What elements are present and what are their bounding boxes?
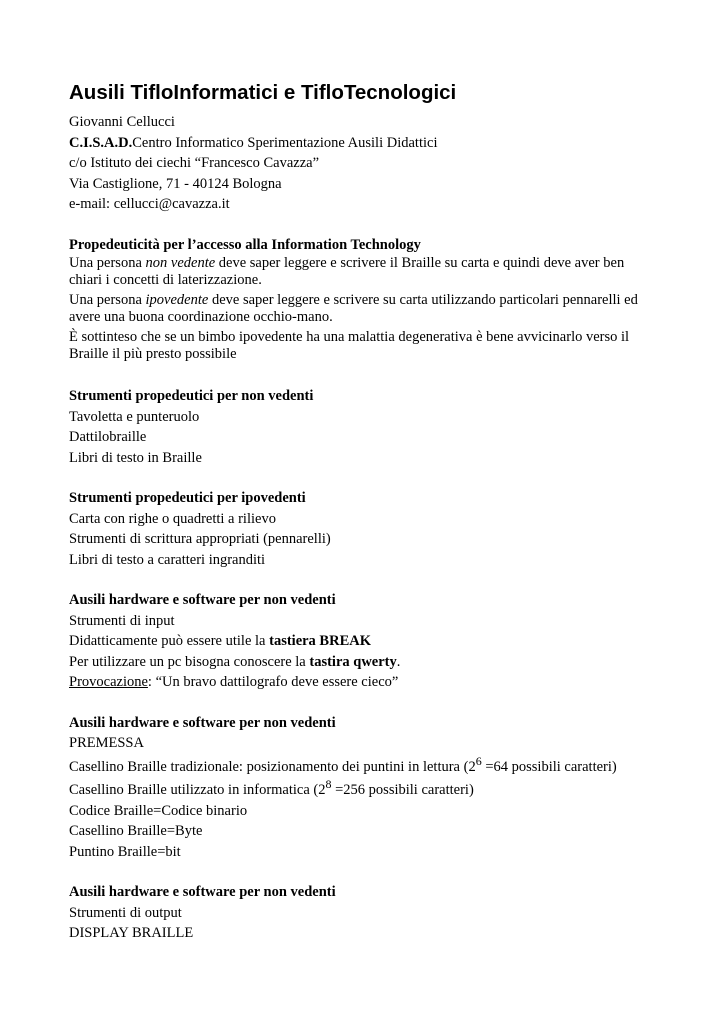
list-item: Libri di testo in Braille <box>69 449 202 466</box>
author-address: Via Castiglione, 71 - 40124 Bologna <box>69 175 282 192</box>
section-propedeuticita <box>69 235 659 364</box>
document-title: Ausili TifloInformatici e TifloTecnologici <box>69 81 457 104</box>
list-item: Carta con righe o quadretti a rilievo <box>69 510 276 527</box>
list-item: Casellino Braille utilizzato in informatica ($2^8 =256$ possibili caratteri) <box>69 777 474 798</box>
list-item: Provocazione: “Un bravo dattilografo deve essere cieco” <box>69 674 399 690</box>
author-organization <box>69 133 659 154</box>
section-strumenti-non-vedenti <box>69 386 659 468</box>
section-heading: Propedeuticità per l’accesso alla Information Technology <box>69 236 421 253</box>
list-item: Casellino Braille=Byte <box>69 823 203 839</box>
author-block <box>69 112 659 215</box>
list-item: Per utilizzare un pc bisogna conoscere la tastira qwerty. <box>69 653 401 670</box>
list-item: Puntino Braille=bit <box>69 843 181 860</box>
org-abbrev: C.I.S.A.D. <box>69 134 133 151</box>
author-email: e-mail: cellucci@cavazza.it <box>69 196 230 212</box>
list-item: Didatticamente può essere utile la tastiera BREAK <box>69 633 371 649</box>
section-ausili-input <box>69 590 659 693</box>
section-heading: Ausili hardware e software per non vedenti <box>69 714 336 731</box>
paragraph-non-vedente: Una persona non vedente deve saper leggere e scrivere il Braille su carta e quindi deve aver ben chiari i concetti di laterizzazione. <box>69 255 625 288</box>
author-name: Giovanni Cellucci <box>69 114 175 130</box>
list-item: Dattilobraille <box>69 429 147 445</box>
section-heading: Ausili hardware e software per non vedenti <box>69 884 336 900</box>
author-institute: c/o Istituto dei ciechi “Francesco Cavazza” <box>69 155 320 171</box>
section-strumenti-ipovedenti <box>69 488 659 570</box>
list-item: Strumenti di scrittura appropriati (pennarelli) <box>69 531 331 547</box>
list-item: PREMESSA <box>69 735 144 751</box>
section-heading: Strumenti propedeutici per ipovedenti <box>69 490 306 506</box>
section-heading: Ausili hardware e software per non vedenti <box>69 592 336 608</box>
list-item: Strumenti di input <box>69 612 175 629</box>
list-item: DISPLAY BRAILLE <box>69 925 194 941</box>
document-body <box>69 80 659 944</box>
paragraph-ipovedente: Una persona ipovedente deve saper leggere e scrivere su carta utilizzando particolari pennarelli ed avere una buona coordinazione occhio-mano. <box>69 292 638 325</box>
org-name: Centro Informatico Sperimentazione Ausili Didattici <box>132 134 438 151</box>
section-ausili-premessa <box>69 713 659 863</box>
section-heading: Strumenti propedeutici per non vedenti <box>69 388 314 404</box>
paragraph-degenerativa: È sottinteso che se un bimbo ipovedente ha una malattia degenerativa è bene avvicinarlo verso il Braille il più presto possibile <box>69 329 630 362</box>
list-item: Tavoletta e punteruolo <box>69 408 200 425</box>
list-item: Codice Braille=Codice binario <box>69 802 248 819</box>
list-item: Casellino Braille tradizionale: posizionamento dei puntini in lettura ($2^6 =64$ possibili caratteri) <box>69 753 617 775</box>
list-item: Libri di testo a caratteri ingranditi <box>69 551 266 568</box>
section-ausili-output <box>69 882 659 944</box>
list-item: Strumenti di output <box>69 904 182 921</box>
